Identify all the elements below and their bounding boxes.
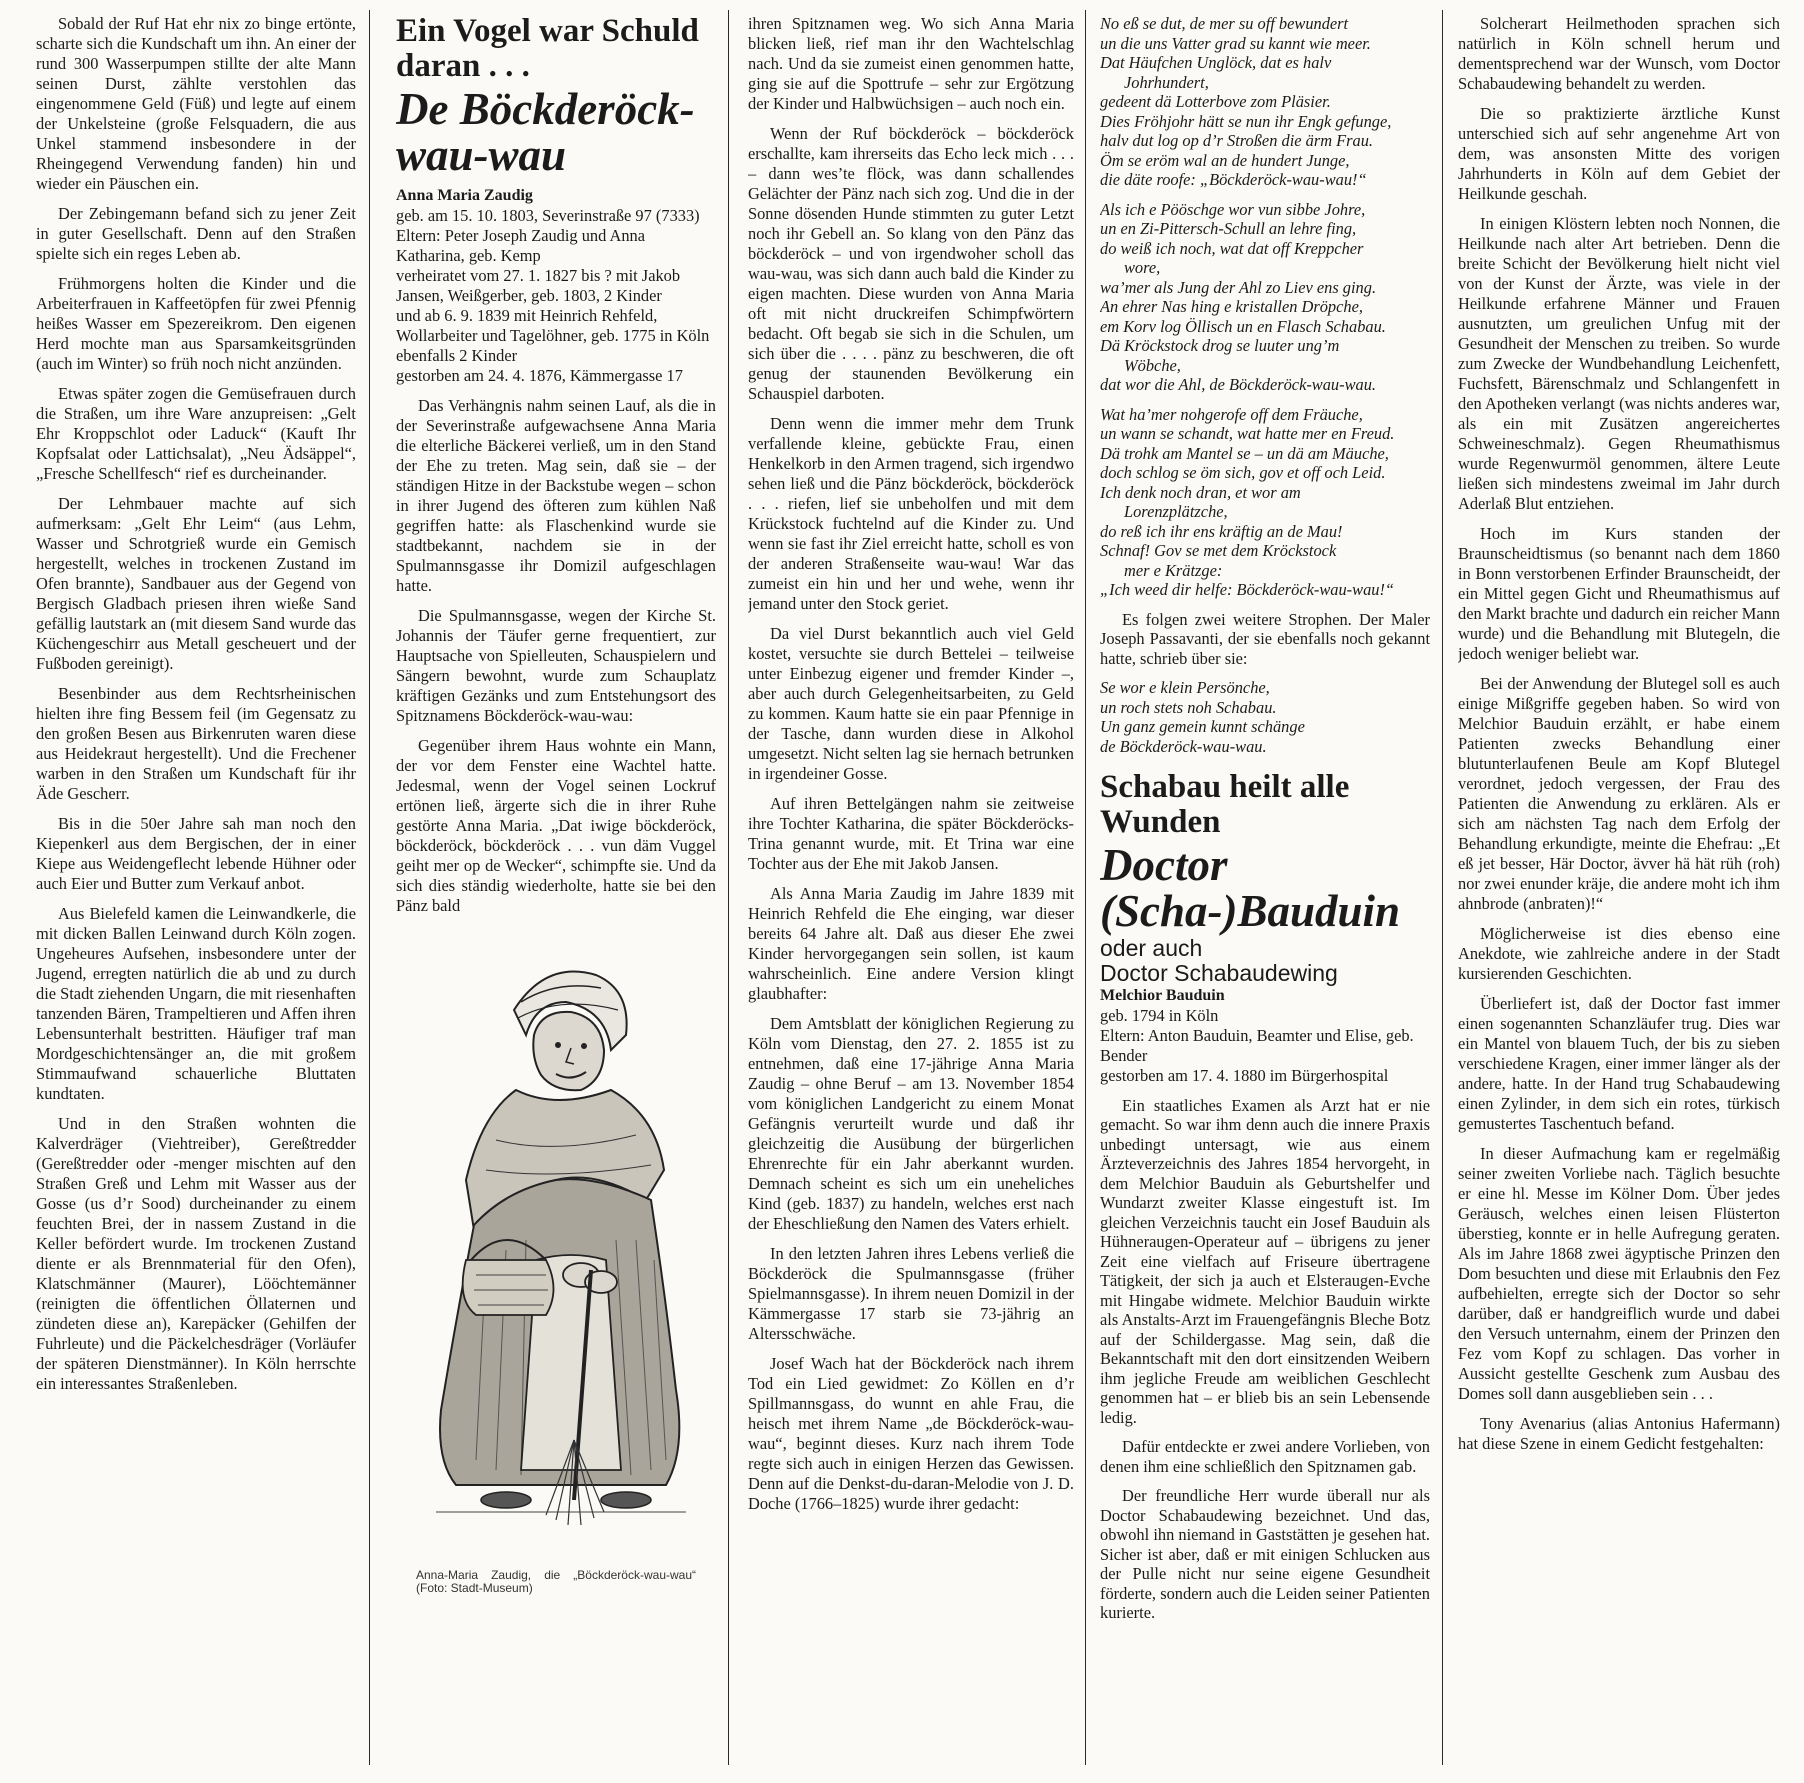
bio-line: gestorben am 17. 4. 1880 im Bürgerhospital xyxy=(1100,1065,1389,1085)
paragraph: Möglicherweise ist dies ebenso eine Anekdote, wie zahlreiche andere in der Stadt kursierenden Geschichten. xyxy=(1458,924,1780,983)
paragraph: Überliefert ist, daß der Doctor fast immer einen sogenannten Schanzläufer trug. Dies war ein Mantel von blauem Tuch, der bis zu sieben verschiedene Kragen, einer immer länger als der andere, hatte. In der Hand trug Schabaudewing einen Zylinder, in dem sich ein rotes, türkisch gemustertes Taschentuch befand. xyxy=(1458,994,1780,1133)
paragraph: Hoch im Kurs standen der Braunscheidtismus (so benannt nach dem 1860 in Bonn verstorbenen Erfinder Braunscheidt, der ein Mittel gegen Gicht und Rheumathismus auf den Markt brachte und dadurch ein reicher Mann wurde) und die Behandlung mit Blutegeln, die jedoch weniger beliebt war. xyxy=(1458,524,1780,663)
bio-line: Eltern: Anton Bauduin, Beamter und Elise, geb. Bender xyxy=(1100,1025,1414,1065)
paragraph: Auf ihren Bettelgängen nahm sie zeitweise ihre Tochter Katharina, die später Böckderöcks-Trina genannt wurde, mit. Et Trina war eine Tochter aus der Ehe mit Jakob Jansen. xyxy=(748,794,1074,873)
paragraph: Denn wenn die immer mehr dem Trunk verfallende kleine, gebückte Frau, einen Henkelkorb in den Armen tragend, sich irgendwo sehen ließ und die Pänz böckderöck, böckderöck . . . riefen, lief sie unbeholfen und mit dem Krückstock fuchtelnd auf die Kinder zu. Und wenn sie fast ihr Ziel erreicht hatte, scholl es von der anderen Straßenseite wau-wau! War das zumeist ein hin und her und wehe, wenn ihr jemand unter den Stock geriet. xyxy=(748,414,1074,613)
paragraph: In dieser Aufmachung kam er regelmäßig seiner zweiten Vorliebe nach. Täglich besuchte er eine hl. Messe im Kölner Dom. Über jedes Geräusch, welches einen leisen Flüsterton überstieg, konnte er in helle Aufregung geraten. Als im Jahre 1868 zwei ägyptische Prinzen den Dom besuchten und diese mit Erlaubnis den Fez aufbehielten, erregte sich der Doctor so sehr darüber, daß er handgreiflich wurde und dabei den Versuch unternahm, einem der Prinzen den Fez vom Kopf zu schlagen. Das vorher in Aussicht gestellte Geschenk zum Ausbau des Domes soll dann ausgeblieben sein . . . xyxy=(1458,1144,1780,1403)
paragraph: Besenbinder aus dem Rechtsrheinischen hielten ihre fing Bessem feil (im Gegensatz zu den großen Besen aus Birkenruten waren diese aus Heidekraut hergestellt). Und die Frechener warben in den Straßen um Kundschaft für ihr Äde Gescherr. xyxy=(36,684,356,803)
bio-line: Eltern: Peter Joseph Zaudig und Anna Katharina, geb. Kemp xyxy=(396,226,645,265)
poem-line: Dä Kröckstock drog se luuter ung’m xyxy=(1100,336,1340,355)
bio-line: gestorben am 24. 4. 1876, Kämmergasse 17 xyxy=(396,366,683,385)
paragraph: Ein staatliches Examen als Arzt hat er nie gemacht. So war ihm denn auch die innere Praxis unbedingt untersagt, wie aus einem Ärzteverzeichnis des Jahres 1854 hervorgeht, in dem Melchior Bauduin als Geburtshelfer und Wundarzt zweiter Klasse eingestuft ist. Im gleichen Verzeichnis taucht ein Josef Bauduin als Hühneraugen-Operateur auf – übrigens zu jener Zeit eine vielfach auf Friseure übertragene Tätigkeit, der sich ja auch et Elsteraugen-Evche mit Hingabe widmete. Melchior Bauduin wirkte als Anstalts-Arzt im Frauengefängnis Bleche Botz auf der Schildergasse. Mag sein, daß die Bekanntschaft mit den dort einsitzenden Weibern ihm jegliche Freude am weiblichen Geschlecht genommen hat – er blieb bis an sein Lebensende ledig. xyxy=(1100,1095,1430,1427)
figure-caption: Anna-Maria Zaudig, die „Böckderöck-wau-wau“ (Foto: Stadt-Museum) xyxy=(416,1568,696,1595)
poem-line: „Ich weed dir helfe: Böckderöck-wau-wau!“ xyxy=(1100,580,1395,599)
article-headline-italic: Doctor (Scha-)Bauduin xyxy=(1100,840,1401,936)
column-rule xyxy=(1442,10,1443,1765)
poem-line: No eß se dut, de mer su off bewundert xyxy=(1100,14,1349,33)
article-headline: Ein Vogel war Schuld daran . . . xyxy=(396,14,699,84)
poem-line: doch schlog se öm sich, gov et off och Leid. xyxy=(1100,463,1386,482)
paragraph: Tony Avenarius (alias Antonius Hafermann) hat diese Szene in einem Gedicht festgehalten: xyxy=(1458,1414,1780,1453)
poem-line: gedeent dä Lotterbove zom Pläsier. xyxy=(1100,92,1331,111)
paragraph: ihren Spitznamen weg. Wo sich Anna Maria blicken ließ, rief man ihr den Wachtelschlag nach. Und da sie zumeist einen genommen hatte, ging sie auf die Spottrufe – sehr zur Ergötzung der Kinder und Halbwüchsigen – auch noch ein. xyxy=(748,14,1074,113)
article-subtitle: Doctor Schabaudewing xyxy=(1100,960,1338,986)
bio-line: geb. am 15. 10. 1803, Severinstraße 97 (7333) xyxy=(396,206,700,225)
poem-line: Dies Fröhjohr hätt se nun ihr Engk gefunge, xyxy=(1100,111,1392,131)
column-1 xyxy=(36,14,356,1764)
poem-line: un roch stets noh Schabau. xyxy=(1100,697,1277,717)
poem-stanza xyxy=(1100,200,1430,395)
paragraph: Der freundliche Herr wurde überall nur als Doctor Schabaudewing bezeichnet. Und das, obwohl ihn niemand in Gaststätten je gesehen hat. Sicher ist aber, daß er mit einigen Schlucken aus der Pulle nicht nur seine eigene Gesundheit förderte, sondern auch die Leiden seiner Patienten kurierte. xyxy=(1100,1486,1430,1622)
paragraph: Und in den Straßen wohnten die Kalverdräger (Viehtreiber), Gereßtredder (Gereßtredder oder -menger mischten auf den Straßen Greß und Lehm mit Wasser aus der Gosse (us d’r Sood) durcheinander zu einem feuchten Brei, der in nassem Zustand in die Keller befördert wurde. Im trockenen Zustand diente er als Brennmaterial für den Ofen), Klatschmänner (Maurer), Lööchtemänner (reinigten die öffentlichen Öllaternen und zündeten diese an), Karepäcker (Gehilfen der Fuhrleute) und die Päckelchesdräger (Vorläufer der späteren Dienstmänner). In Köln herrschte ein interessantes Straßenleben. xyxy=(36,1114,356,1393)
bio-line: ebenfalls 2 Kinder xyxy=(396,346,518,365)
column-5 xyxy=(1458,14,1780,1764)
poem-line: Wat ha’mer nohgerofe off dem Fräuche, xyxy=(1100,404,1363,424)
poem-line: do reß ich ihr ens kräftig an de Mau! xyxy=(1100,521,1343,541)
paragraph: Frühmorgens holten die Kinder und die Arbeiterfrauen in Kaffeetöpfen für zwei Pfennig heißes Wasser em Spezereikrom. Den eigenen Herd mochte man aus Sparsamkeitsgründen (auch im Winter) so früh noch nicht anzünden. xyxy=(36,274,356,373)
column-rule xyxy=(1085,10,1086,1765)
paragraph: Gegenüber ihrem Haus wohnte ein Mann, der vor dem Fenster eine Wachtel hatte. Jedesmal, wenn der Vogel seinen Lockruf ertönen ließ, ärgerte sich die in ihrer Ruhe gestörte Anna Maria. „Dat iwige böckderöck, böckderöck, böckderöck . . . vun däm Vuggel geiht mer op de Wecker“, schimpfte sie. Und da sich dies ständig wiederholte, hatte sie bei den Pänz bald xyxy=(396,736,716,915)
paragraph: Dem Amtsblatt der königlichen Regierung zu Köln vom Dienstag, den 27. 2. 1855 ist zu entnehmen, daß eine 17-jährige Anna Maria Zaudig – ohne Beruf – am 13. November 1854 vom königlichen Landgericht zu einem Monat Gefängnis verurteilt wurde und daß ihr gleichzeitig die Ausübung der bürgerlichen Ehrenrechte für ein Jahr aberkannt wurden. Demnach scheint es sich um ein uneheliches Kind (geb. 1837) zu handeln, welches erst nach der Eheschließung den Namen des Vaters erhielt. xyxy=(748,1014,1074,1233)
poem-line: Ich denk noch dran, et wor am xyxy=(1100,482,1301,502)
poem-line: Öm se eröm wal an de hundert Junge, xyxy=(1100,150,1350,170)
paragraph: Da viel Durst bekanntlich auch viel Geld kostet, versuchte sie durch Bettelei – teilweise unter Einbezug eigener und fremder Kinder –, aber auch durch Gelegenheitsarbeiten, zu Geld zu kommen. Kaum hatte sie ein paar Pfennige in der Tasche, dann wurden diese in Alkohol umgesetzt. Nicht selten lag sie hernach betrunken in irgendeiner Gosse. xyxy=(748,624,1074,783)
article-headline-italic: De Böckderöck-wau-wau xyxy=(396,84,695,180)
paragraph: Bei der Anwendung der Blutegel soll es auch einige Mißgriffe gegeben haben. So wird von Melchior Bauduin erzählt, er habe einem Patienten zwecks Behandlung einer blutunterlaufenen Beule am Kopf Blutegel verordnet, jedoch vergessen, der Frau des Patienten die Anwendung zu erklären. Als er sich am nächsten Tag nach dem Erfolg der Behandlung erkundigte, meinte die Ehefrau: „Et eß jet besser, Här Doctor, ävver hä hät rüh (roh) nor zwei enunder kräje, die andere moht ich ihm ahnbrode (anbraten)!“ xyxy=(1458,674,1780,913)
column-rule xyxy=(369,10,370,1765)
poem-line: halv dut log op d’r Stroßen die ärm Frau. xyxy=(1100,131,1374,150)
poem-stanza xyxy=(1100,405,1430,600)
poem-line: un wann se schandt, wat hatte mer en Freud. xyxy=(1100,424,1395,443)
poem-line: Schnaf! Gov se met dem Kröckstock xyxy=(1100,541,1337,560)
paragraph: Josef Wach hat der Böckderöck nach ihrem Tod ein Lied gewidmet: Zo Köllen en d’r Spillmannsgass, do wunnt en ahle Frau, die heisch met ihrem Name „de Böckderöck-wau-wau“, beginnt dieses. Kurz nach ihrem Tode regte sich auch in einigen Herzen das Gewissen. Denn auf die Denkst-du-daran-Melodie von J. D. Doche (1766–1825) wurde ihrer gedacht: xyxy=(748,1354,1074,1513)
poem-line: Wöbche, xyxy=(1124,355,1181,375)
poem-line: Als ich e Pööschge wor vun sibbe Johre, xyxy=(1100,199,1366,219)
paragraph: Die Spulmannsgasse, wegen der Kirche St. Johannis der Täufer gerne frequentiert, zur Hauptsache von Spielleuten, Schauspielern und Sängern bewohnt, wurde zum Schauplatz kräftigen Gezänks und zum Entstehungsort des Spitznamens Böckderöck-wau-wau: xyxy=(396,606,716,725)
column-2 xyxy=(396,14,716,1764)
paragraph: Bis in die 50er Jahre sah man noch den Kiepenkerl aus dem Bergischen, der in einer Kiepe aus Weidengeflecht lebende Hühner oder auch Eier und Butter zum Verkauf anbot. xyxy=(36,814,356,893)
poem-line: un die uns Vatter grad su kannt wie meer. xyxy=(1100,33,1371,53)
person-name: Anna Maria Zaudig xyxy=(396,187,533,204)
paragraph: Der Zebingemann befand sich zu jener Zeit in guter Gesellschaft. Denn auf den Straßen spielte sich ein reges Leben ab. xyxy=(36,204,356,263)
bio-line: verheiratet vom 27. 1. 1827 bis ? mit Jakob Jansen, Weißgerber, geb. 1803, 2 Kinder xyxy=(396,266,681,305)
poem-line: Se wor e klein Persönche, xyxy=(1100,678,1270,697)
bio-block xyxy=(1100,1006,1430,1086)
paragraph: Wenn der Ruf böckderöck – böckderöck erschallte, kam ihrerseits das Echo leck mich . . . – dann wes’te flöck, was dann schallendes Gelächter der Pänz nach sich zog. Und die in der Sonne dösenden Hunde stimmten zu guter Letzt noch ihr Gebell an. So klang von den Pänz das böckderöck – und von irgendwoher scholl das wau-wau, was sich dann auch bald die Kinder zu eigen machten. Diese wurden von Anna Maria oft mit nicht druckreifen Schimpfwörtern bedacht. Oft begab sie sich in die Schulen, um sich über die . . . . pänz zu beschweren, die oft genug der staunenden Bevölkerung ein Schauspiel darboten. xyxy=(748,124,1074,403)
bio-block xyxy=(396,206,716,386)
paragraph: In einigen Klöstern lebten noch Nonnen, die Heilkunde nach alter Art betrieben. Denn die breite Schicht der Bevölkerung hielt nicht viel von der Kunst der Ärzte, was viele in der Heilkunde erfahrene Männer und Frauen ausnutzten, um greulichen Unfug mit der Gesundheit der Menschen zu treiben. So wurde zum Zwecke der Wundbehandlung Leichenfett, Fuchsfett, Bärenschmalz und Schlangenfett in den Apotheken verlangt (was nichts anderes war, als ein mit Zusätzen angereichertes Schweineschmalz). Gegen Rheumathismus wurde Regenwurmöl genommen, ältere Leute ließen sich mindestens zweimal im Jahr durch Aderlaß Blut entziehen. xyxy=(1458,214,1780,513)
paragraph: Etwas später zogen die Gemüsefrauen durch die Straßen, um ihre Ware anzupreisen: „Gelt Ehr Kroppschlot oder Laduck“ (Kauft Ihr Kopfsalat oder Lattichsalat), „Neu Ädsäppel“, „Fresche Schellfesch“ rief es durcheinander. xyxy=(36,384,356,483)
paragraph: Der Lehmbauer machte auf sich aufmerksam: „Gelt Ehr Leim“ (aus Lehm, Wasser und Schrotgrieß wurde ein Gemisch hergestellt, welches in trockenen Zustand im Ofen brannte), Sandbauer aus der Gegend von Bergisch Gladbach priesen ihren wieße Sand gefällig lautstark an (mit diesem Sand wurde das Küchengeschirr aus Metall gescheuert und der Fußboden gereinigt). xyxy=(36,494,356,673)
poem-line: An ehrer Nas hing e kristallen Dröpche, xyxy=(1100,297,1363,316)
column-4 xyxy=(1100,14,1430,1764)
column-rule xyxy=(728,10,729,1765)
poem-line: wore, xyxy=(1124,258,1161,277)
paragraph: Dafür entdeckte er zwei andere Vorlieben, von denen ihm eine schließlich den Spitznamen gab. xyxy=(1100,1437,1430,1476)
poem-line: Dä trohk am Mantel se – un dä am Mäuche, xyxy=(1100,443,1389,463)
paragraph: Die so praktizierte ärztliche Kunst unterschied sich auf sehr angenehme Art von dem, was ansonsten Mitte des vorigen Jahrhunderts in Köln auf dem Gebiet der Heilkunde geschah. xyxy=(1458,104,1780,203)
poem-line: dat wor die Ahl, de Böckderöck-wau-wau. xyxy=(1100,375,1377,394)
poem-stanza xyxy=(1100,678,1430,756)
poem-line: Lorenzplätzche, xyxy=(1124,502,1228,521)
poem-line: do weiß ich noch, wat dat off Kreppcher xyxy=(1100,238,1364,258)
paragraph: Aus Bielefeld kamen die Leinwandkerle, die mit dicken Ballen Leinwand durch Köln zogen. Ungeheures Aufsehen, insbesondere unter der Jugend, erregten natürlich die ab und zu durch die Stadt ziehenden Ungarn, die mit riesenhaften tanzenden Bären, Trampeltieren und Affen ihren Lebensunterhalt bestritten. Häufiger traf man Mordgeschichtensänger an, die mit großem Stimmaufwand schauerliche Bluttaten kundtaten. xyxy=(36,904,356,1103)
paragraph: Solcherart Heilmethoden sprachen sich natürlich in Köln schnell herum und dementsprechend war der Wunsch, vom Doctor Schabaudewing behandelt zu werden. xyxy=(1458,14,1780,93)
poem-line: em Korv log Öllisch un en Flasch Schabau. xyxy=(1100,316,1386,336)
poem-line: de Böckderöck-wau-wau. xyxy=(1100,736,1267,756)
illustration-old-woman xyxy=(396,940,716,1560)
bio-line: und ab 6. 9. 1839 mit Heinrich Rehfeld, Wollarbeiter und Tagelöhner, geb. 1775 in Köln xyxy=(396,306,710,345)
poem-line: die däte roofe: „Böckderöck-wau-wau!“ xyxy=(1100,170,1367,189)
poem-line: mer e Krätzge: xyxy=(1124,560,1223,580)
poem-line: Un ganz gemein kunnt schänge xyxy=(1100,717,1305,736)
bio-line: geb. 1794 in Köln xyxy=(1100,1005,1219,1025)
paragraph: Es folgen zwei weitere Strophen. Der Maler Joseph Passavanti, der sie ebenfalls noch gekannt hatte, schrieb über sie: xyxy=(1100,609,1430,668)
poem-line: Johrhundert, xyxy=(1124,72,1209,92)
article-headline: Schabau heilt alle Wunden xyxy=(1100,769,1350,840)
paragraph: Als Anna Maria Zaudig im Jahre 1839 mit Heinrich Rehfeld die Ehe einging, war dieser bereits 64 Jahre alt. Daß aus dieser Ehe zwei Kinder hervorgegangen sein sollen, ist kaum wahrscheinlich. Eine andere Version klingt glaubhafter: xyxy=(748,884,1074,1003)
article-subtitle: oder auch xyxy=(1100,935,1203,961)
paragraph: In den letzten Jahren ihres Lebens verließ die Böckderöck die Spulmannsgasse (früher Spielmannsgasse). In ihrem neuen Domizil in der Kämmergasse 17 starb sie 73-jährig an Altersschwäche. xyxy=(748,1244,1074,1343)
poem-stanza xyxy=(1100,14,1430,190)
paragraph: Das Verhängnis nahm seinen Lauf, als die in der Severinstraße aufgewachsene Anna Maria die elterliche Bäckerei verließ, um in den Stand der Ehe zu treten. Mag sein, daß sie – der ständigen Hitze in der Backstube wegen – schon in ihrer Jugend des öfteren zum kühlen Naß gegriffen hatte: als Flaschenkind wurde sie stadtbekannt, nachdem sie in der Spulmannsgasse ihr Domizil aufgeschlagen hatte. xyxy=(396,396,716,595)
person-name: Melchior Bauduin xyxy=(1100,987,1225,1004)
poem-line: wa’mer als Jung der Ahl zo Liev ens ging. xyxy=(1100,277,1377,297)
poem-line: un en Zi-Pittersch-Schull an lehre fing, xyxy=(1100,219,1357,238)
paragraph: Sobald der Ruf Hat ehr nix zo binge ertönte, scharte sich die Kundschaft um ihn. An einer der rund 300 Wasserpumpen stillte der alte Mann seinen Durst, zählte verstohlen das eingenommene Geld (Füß) und legte auf einem der Unkelsteine (große Felsquadern, die aus Unkel stammend insbesondere in der Rheingegend Verwendung fanden) hin und wieder ein Päuschen ein. xyxy=(36,14,356,193)
poem-line: Dat Häufchen Unglöck, dat es halv xyxy=(1100,53,1332,72)
column-3 xyxy=(748,14,1074,1764)
